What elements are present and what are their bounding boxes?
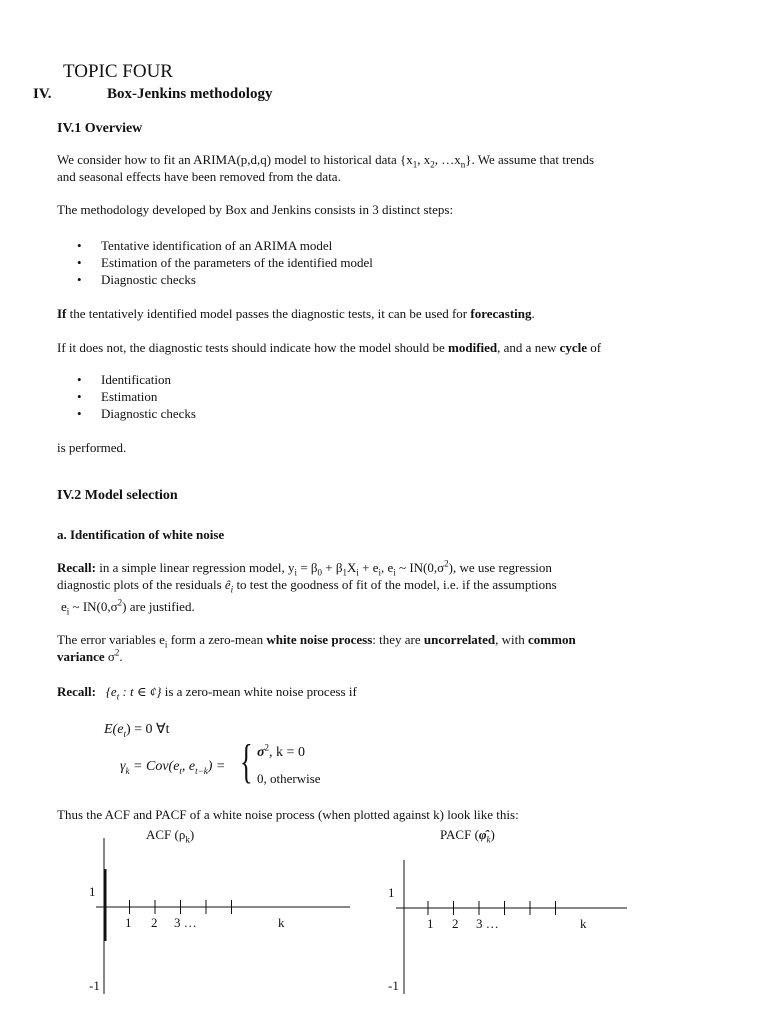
acf-tick-label: 2 xyxy=(151,915,158,930)
acf-tick-label: 1 xyxy=(125,915,132,930)
list-item: • Estimation of the parameters of the identified model xyxy=(57,254,373,271)
overview-paragraph-1: We consider how to fit an ARIMA(p,d,q) model to historical data {$x_1$, $x_2$, $\dots x_n$}. We assume that trends and seasonal effects have been removed from the data. xyxy=(57,152,595,184)
mean-equation: $E(e_t) = 0$ ∀t xyxy=(104,722,170,739)
page-title: TOPIC FOUR xyxy=(63,61,173,82)
error-variables-paragraph: The error variables $e_i$ form a zero-mean white noise process: they are uncorrelated, with common variance $\sigma^2$. xyxy=(57,632,576,664)
recall-white-noise-paragraph: Recall: {$e_t$ : t ∈ ¢} is a zero-mean white noise process if xyxy=(57,684,357,702)
pacf-chart-title: PACF $(\varphî_k)$ xyxy=(440,827,495,845)
pacf-y-tick-label-neg1: -1 xyxy=(388,978,399,993)
overview-paragraph-5: is performed. xyxy=(57,440,127,455)
overview-paragraph-2: The methodology developed by Box and Jenkins consists in 3 distinct steps: xyxy=(57,202,454,217)
list-item: • Diagnostic checks xyxy=(57,271,373,288)
pacf-x-label: k xyxy=(580,916,587,931)
list-item: • Diagnostic checks xyxy=(57,405,196,422)
autocovariance-equation: $\gamma_k = Cov(e_t$, $e_{t-k}$) = xyxy=(120,759,226,776)
section-title: Box-Jenkins methodology xyxy=(107,86,273,102)
acf-y-tick-label-1: 1 xyxy=(89,884,96,899)
overview-paragraph-4: If it does not, the diagnostic tests should indicate how the model should be modified, and a new cycle of xyxy=(57,340,602,355)
model-selection-heading: IV.2 Model selection xyxy=(57,488,178,503)
case-otherwise: 0, otherwise xyxy=(257,771,321,786)
cases-brace: { xyxy=(240,735,253,788)
thus-paragraph: Thus the ACF and PACF of a white noise process (when plotted against k) look like this: xyxy=(57,807,519,822)
pacf-tick-label: 1 xyxy=(427,916,434,931)
acf-tick-label: 3 … xyxy=(174,915,197,930)
list-item: • Identification xyxy=(57,371,196,388)
acf-chart-title: ACF $(\rho_k)$ xyxy=(146,827,195,845)
steps-list xyxy=(57,237,373,288)
pacf-y-tick-label-1: 1 xyxy=(388,885,395,900)
case-k-zero: $\sigma^2$, k = 0 xyxy=(257,742,305,760)
recall-assumption-line: $e_i$ ~ $IN(0,\sigma^2)$ are justified. xyxy=(61,597,195,617)
acf-y-tick-label-neg1: -1 xyxy=(89,978,100,993)
pacf-tick-label: 3 … xyxy=(476,916,499,931)
list-item: • Tentative identification of an ARIMA model xyxy=(57,237,373,254)
white-noise-subheading: a. Identification of white noise xyxy=(57,527,225,542)
acf-x-label: k xyxy=(278,915,285,930)
overview-paragraph-3: If the tentatively identified model passes the diagnostic tests, it can be used for forecasting. xyxy=(57,306,535,321)
overview-heading: IV.1 Overview xyxy=(57,121,143,136)
list-item: • Estimation xyxy=(57,388,196,405)
cycle-list xyxy=(57,371,196,422)
pacf-tick-label: 2 xyxy=(452,916,459,931)
section-number: IV. xyxy=(33,86,52,102)
recall-regression-paragraph: Recall: in a simple linear regression model, $y_i = \beta_0 + \beta_1X_i + e_i$, $e_i$ ~ $IN(0,\sigma^2)$, we use regression diagnostic plots of the residuals $ê_i$ to test the goodness of fit of the model, i.e. if the assumptions xyxy=(57,558,557,595)
